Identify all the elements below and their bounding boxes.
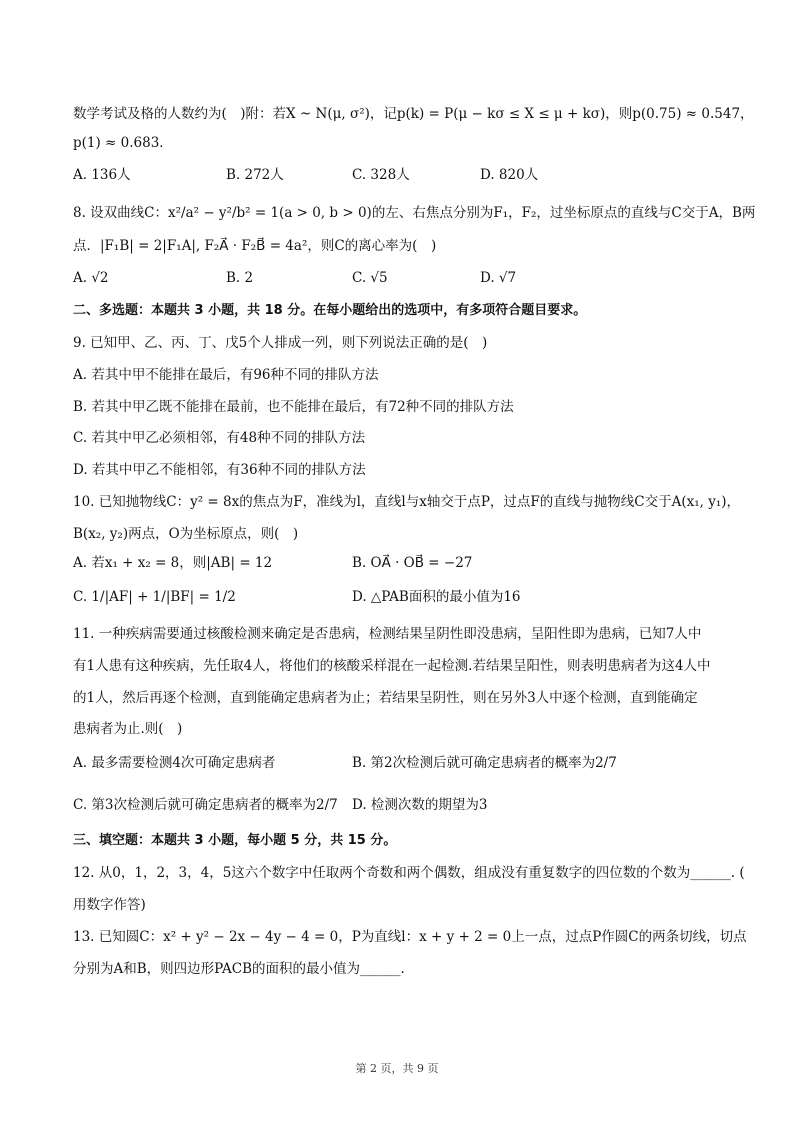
text-line: 用数字作答) bbox=[73, 897, 146, 913]
text-line: p(1) ≈ 0.683． bbox=[73, 135, 173, 151]
option: C. 第3次检测后就可确定患病者的概率为2/7 bbox=[73, 797, 338, 813]
section-heading: 三、填空题：本题共 3 小题，每小题 5 分，共 15 分。 bbox=[73, 833, 397, 848]
option: C. 若其中甲乙必须相邻，有48种不同的排队方法 bbox=[73, 430, 366, 446]
option: A. √2 bbox=[73, 270, 109, 286]
text-line: B(x₂, y₂)两点，O为坐标原点，则( ) bbox=[73, 526, 299, 542]
section-heading: 二、多选题：本题共 3 小题，共 18 分。在每小题给出的选项中，有多项符合题目要求。 bbox=[73, 303, 587, 318]
text-line: 9. 已知甲、乙、丙、丁、戊5个人排成一列，则下列说法正确的是( ) bbox=[73, 335, 488, 351]
option: B. OA⃗ · OB⃗ = −27 bbox=[352, 555, 473, 571]
text-line: 有1人患有这种疾病，先任取4人，将他们的核酸采样混在一起检测.若结果呈阳性，则表明患病者为这4人中 bbox=[73, 658, 711, 674]
option: B. 272人 bbox=[226, 167, 284, 183]
text-line: 点．|F₁B| = 2|F₁A|, F₂A⃗ · F₂B⃗ = 4a²，则C的离心率为( ) bbox=[73, 238, 437, 254]
option: A. 若x₁ + x₂ = 8，则|AB| = 12 bbox=[73, 555, 273, 571]
text-line: 患病者为止.则( ) bbox=[73, 721, 183, 737]
text-line: 10. 已知抛物线C：y² = 8x的焦点为F，准线为l，直线l与x轴交于点P，过点F的直线与抛物线C交于A(x₁, y₁)， bbox=[73, 494, 741, 510]
text-line: 数学考试及格的人数约为( )附：若X ~ N(μ, σ²)，记p(k) = P(μ − kσ ≤ X ≤ μ + kσ)，则p(0.75) ≈ 0.547， bbox=[73, 106, 754, 122]
option: C. 328人 bbox=[352, 167, 410, 183]
text-line: 的1人，然后再逐个检测，直到能确定患病者为止；若结果呈阴性，则在另外3人中逐个检测，直到能确定 bbox=[73, 690, 698, 706]
option: D. 若其中甲乙不能相邻，有36种不同的排队方法 bbox=[73, 462, 366, 478]
text-line: 13. 已知圆C：x² + y² − 2x − 4y − 4 = 0，P为直线l：x + y + 2 = 0上一点，过点P作圆C的两条切线，切点 bbox=[73, 929, 747, 945]
option: A. 136人 bbox=[73, 167, 131, 183]
option: C. √5 bbox=[352, 270, 388, 286]
page-footer: 第 2 页，共 9 页 bbox=[355, 1062, 439, 1075]
text-line: 11. 一种疾病需要通过核酸检测来确定是否患病，检测结果呈阴性即没患病，呈阳性即为患病，已知7人中 bbox=[73, 626, 702, 642]
text-line: 8. 设双曲线C：x²/a² − y²/b² = 1(a > 0, b > 0)的左、右焦点分别为F₁，F₂，过坐标原点的直线与C交于A，B两 bbox=[73, 205, 756, 221]
option: D. √7 bbox=[480, 270, 517, 286]
option: B. 若其中甲乙既不能排在最前，也不能排在最后，有72种不同的排队方法 bbox=[73, 399, 514, 415]
option: A. 最多需要检测4次可确定患病者 bbox=[73, 755, 276, 771]
option: B. 第2次检测后就可确定患病者的概率为2/7 bbox=[352, 755, 617, 771]
option: D. 820人 bbox=[480, 167, 539, 183]
option: D. 检测次数的期望为3 bbox=[352, 797, 488, 813]
option: A. 若其中甲不能排在最后，有96种不同的排队方法 bbox=[73, 367, 379, 383]
text-line: 12. 从0，1，2，3，4，5这六个数字中任取两个奇数和两个偶数，组成没有重复数字的四位数的个数为______. ( bbox=[73, 865, 745, 881]
text-line: 分别为A和B，则四边形PACB的面积的最小值为______. bbox=[73, 961, 405, 977]
option: D. △PAB面积的最小值为16 bbox=[352, 589, 521, 605]
option: B. 2 bbox=[226, 270, 254, 286]
option: C. 1/|AF| + 1/|BF| = 1/2 bbox=[73, 589, 236, 605]
